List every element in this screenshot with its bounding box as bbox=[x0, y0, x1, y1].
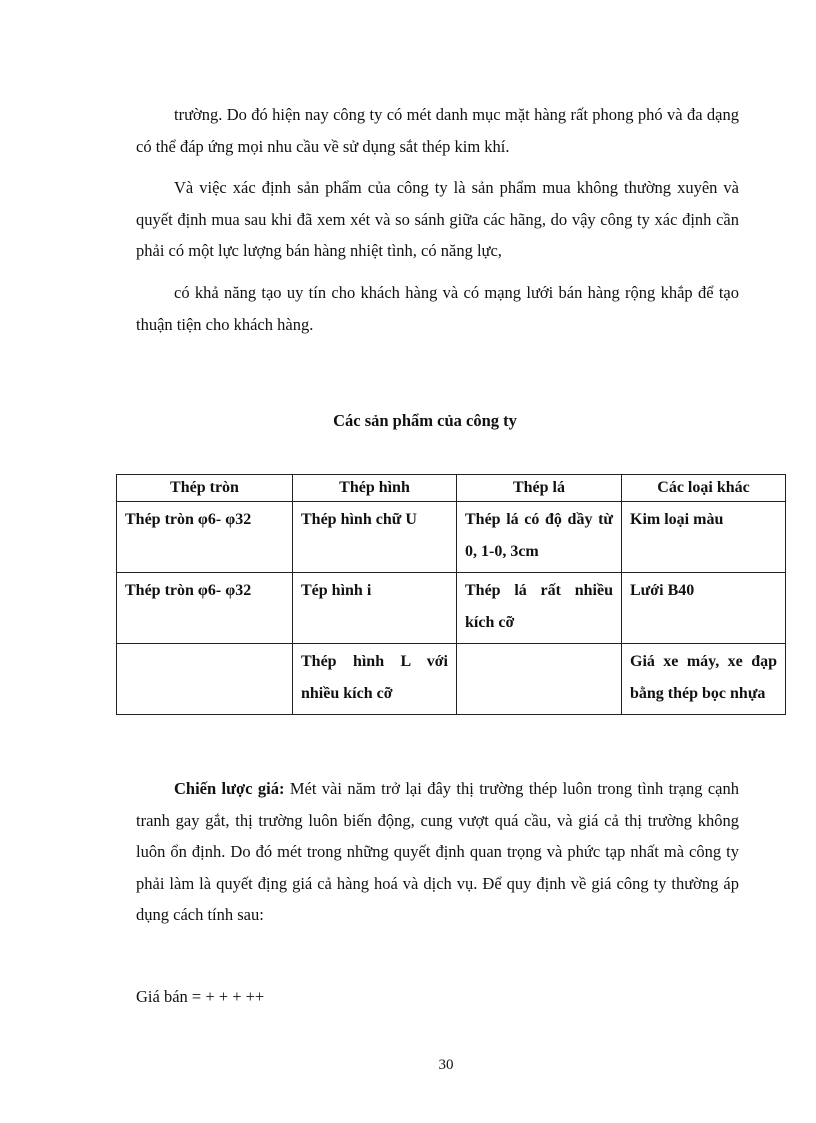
table-cell: Thép tròn φ6- φ32 bbox=[117, 502, 293, 573]
paragraph-intro: trường. Do đó hiện nay công ty có mét danh mục mặt hàng rất phong phó và đa dạng có thể đáp ứng mọi nhu cầu về sử dụng sắt thép kim khí. bbox=[136, 105, 739, 156]
products-table bbox=[116, 474, 786, 715]
table-cell: Thép lá có độ dầy từ 0, 1-0, 3cm bbox=[457, 502, 622, 573]
header-others: Các loại khác bbox=[622, 475, 786, 502]
price-formula: Giá bán = + + + ++ bbox=[136, 987, 265, 1006]
table-row bbox=[117, 644, 786, 715]
header-round-steel: Thép tròn bbox=[117, 475, 293, 502]
table-cell: Thép hình L với nhiều kích cỡ bbox=[293, 644, 457, 715]
table-row bbox=[117, 502, 786, 573]
table-cell bbox=[117, 644, 293, 715]
pricing-text: Mét vài năm trở lại đây thị trường thép luôn trong tình trạng cạnh tranh gay gắt, thị trường luôn biến động, cung vượt quá cầu, và giá cả thị trường không luôn ổn định. Do đó mét trong những quyết định quan trọng và phức tạp nhất mà công ty phải làm là quyết địng giá cả hàng hoá và dịch vụ. Để quy định về giá công ty thường áp dụng cách tính sau: bbox=[136, 779, 740, 924]
table-cell: Thép tròn φ6- φ32 bbox=[117, 573, 293, 644]
header-sheet-steel: Thép lá bbox=[457, 475, 622, 502]
header-shaped-steel: Thép hình bbox=[293, 475, 457, 502]
table-cell: Giá xe máy, xe đạp bằng thép bọc nhựa bbox=[622, 644, 786, 715]
table-header-row bbox=[117, 475, 786, 502]
paragraph-sales-network: có khả năng tạo uy tín cho khách hàng và có mạng lưới bán hàng rộng khắp để tạo thuận tiện cho khách hàng. bbox=[136, 283, 739, 334]
table-title: Các sản phẩm của công ty bbox=[333, 411, 517, 430]
page-number: 30 bbox=[438, 1057, 454, 1073]
table-cell: Lưới B40 bbox=[622, 573, 786, 644]
table-cell: Tép hình i bbox=[293, 573, 457, 644]
table-row bbox=[117, 573, 786, 644]
table-cell bbox=[457, 644, 622, 715]
table-cell: Kim loại màu bbox=[622, 502, 786, 573]
table-cell: Thép lá rất nhiều kích cỡ bbox=[457, 573, 622, 644]
paragraph-product-decision: Và việc xác định sản phẩm của công ty là sản phẩm mua không thường xuyên và quyết định mua sau khi đã xem xét và so sánh giữa các hãng, do vậy công ty xác định cần phải có một lực lượng bán hàng nhiệt tình, có năng lực, bbox=[136, 178, 739, 260]
table-cell: Thép hình chữ U bbox=[293, 502, 457, 573]
pricing-label: Chiến lược giá: bbox=[174, 779, 285, 798]
paragraph-pricing-strategy bbox=[136, 773, 739, 931]
